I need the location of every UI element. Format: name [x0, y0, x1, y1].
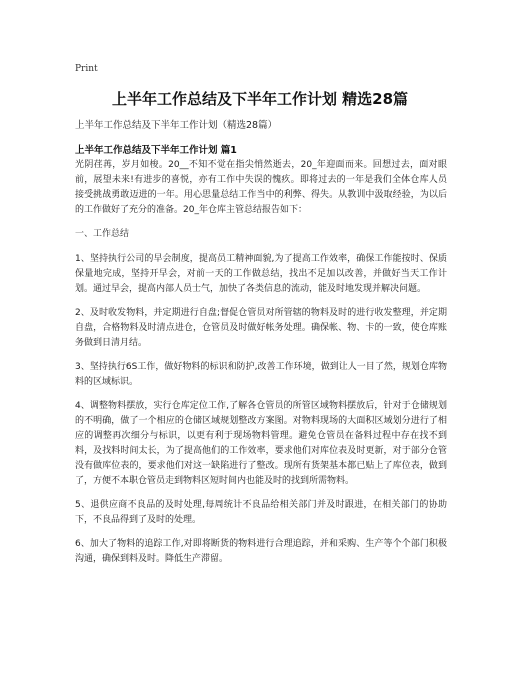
page-title: 上半年工作总结及下半年工作计划 精选28篇 [111, 90, 409, 108]
print-link[interactable]: Print [75, 64, 98, 74]
paragraph-item: 2、及时收发物料，并定期进行自盘;督促仓管员对所管辖的物料及时的进行收发整理，并定期自盘，合格物料及时清点进仓，仓管员及时做好帐务处理。确保帐、物、卡的一致，使仓库账务做到日清月结。 [75, 308, 447, 348]
paragraph-item: 4、调整物料摆放，实行仓库定位工作,了解各仓管员的所管区域物料摆放后，针对于仓储规划的不明确，做了一个相应的仓储区域规划整改方案图。对物料现场的大面积区域划分进行了相应的调整再次细分与标识，以更有利于现场物料管理。避免仓管员在备料过程中存在找不到料，及找料时间太长，为了提高他们的工作效率，要求他们对库位表及时更新，对于部分仓管没有做库位表的，要求他们对这一缺陷进行了整改。现所有货架基本都已贴上了库位表，做到了，方便不本职仓管员走到物料区短时间内也能及时的找到所需物料。 [75, 401, 447, 486]
paragraph-item: 6、加大了物料的追踪工作,对即将断货的物料进行合理追踪，并和采购、生产等个个部门积极沟通，确保到料及时。降低生产滞留。 [75, 539, 447, 564]
paragraph-heading: 一、工作总结 [75, 229, 130, 239]
paragraph-intro: 光阴荏苒，岁月如梭。20__不知不觉在指尖悄然逝去，20_年迎面而来。回想过去，面对眼前，展望未来!有进步的喜悦，亦有工作中失误的愧疚。即将过去的一年是我们全体仓库人员接受挑战勇敢迈进的一年。用心思量总结工作当中的利弊、得失。从教训中汲取经验，为以后的工作做好了充分的准备。20_年仓库主管总结报告如下： [75, 160, 447, 215]
document-subtitle: 上半年工作总结及下半年工作计划（精选28篇） [75, 120, 278, 131]
document-body [75, 158, 447, 576]
paragraph-item: 1、坚持执行公司的早会制度，提高员工精神面貌,为了提高工作效率，确保工作能按时、保质保量地完成，坚持开早会，对前一天的工作做总结，找出不足加以改善，并做好当天工作计划。通过早会，提高内部人员士气，加快了各类信息的流动，能及时地发现并解决问题。 [75, 254, 447, 294]
paragraph-item: 5、退供应商不良品的及时处理,每周统计不良品给相关部门并及时跟进，在相关部门的协助下，不良品得到了及时的处理。 [75, 500, 447, 525]
paragraph-item: 3、坚持执行6S工作，做好物料的标识和防护,改善工作环境，做到让人一目了然，规划仓库物料的区域标识。 [75, 362, 447, 387]
section-title: 上半年工作总结及下半年工作计划 篇1 [75, 145, 237, 156]
